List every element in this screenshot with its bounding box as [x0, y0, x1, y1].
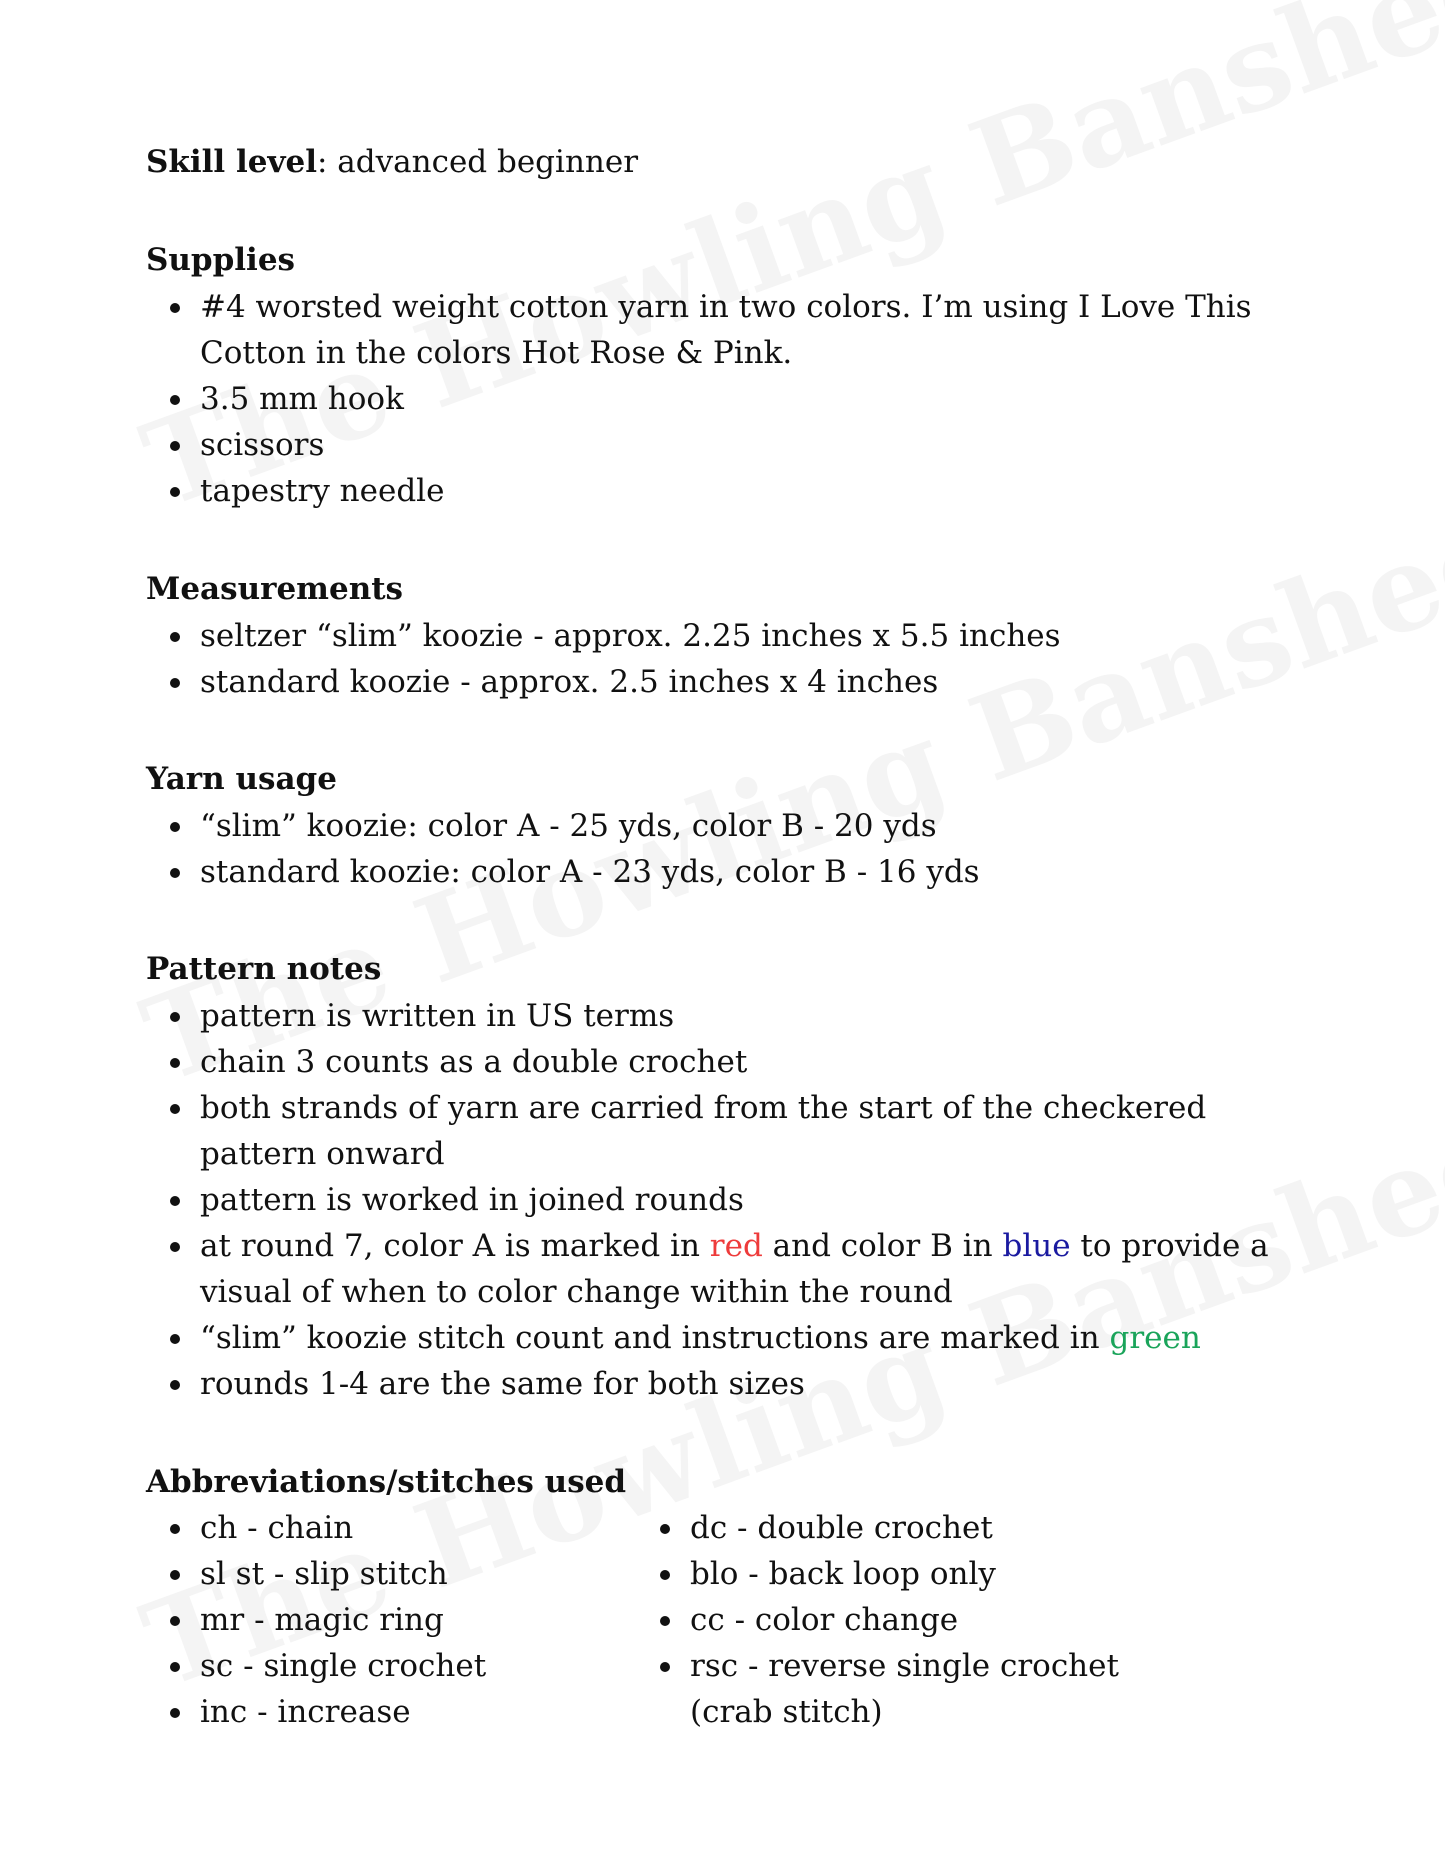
pattern-note: chain 3 counts as a double crochet	[200, 1044, 748, 1080]
abbreviation-item: blo - back loop only	[690, 1556, 996, 1592]
abbreviation-item: cc - color change	[690, 1602, 959, 1638]
skill-level	[146, 142, 638, 182]
pattern-note: rounds 1-4 are the same for both sizes	[200, 1366, 805, 1402]
supplies-item: 3.5 mm hook	[200, 381, 404, 417]
supplies-item: #4 worsted weight cotton yarn in two colors. I’m using I Love This	[200, 289, 1252, 325]
note-text: at round 7, color A is marked in	[200, 1228, 710, 1264]
abbreviation-item: sc - single crochet	[200, 1648, 487, 1684]
abbreviation-item-continued: (crab stitch)	[690, 1694, 883, 1730]
yarn-usage-item: “slim” koozie: color A - 25 yds, color B - 20 yds	[200, 808, 937, 844]
supplies-item: tapestry needle	[200, 473, 445, 509]
pattern-notes-heading: Pattern notes	[146, 951, 382, 987]
yarn-usage-heading: Yarn usage	[146, 761, 337, 797]
pattern-note-slim	[200, 1318, 1201, 1358]
abbreviations-heading: Abbreviations/stitches used	[146, 1464, 627, 1500]
abbreviation-item: rsc - reverse single crochet	[690, 1648, 1119, 1684]
measurements-heading: Measurements	[146, 571, 404, 607]
abbreviation-item: sl st - slip stitch	[200, 1556, 448, 1592]
color-b-blue-word: blue	[1002, 1228, 1071, 1264]
note-text: “slim” koozie stitch count and instructions are marked in	[200, 1320, 1110, 1356]
yarn-usage-item: standard koozie: color A - 23 yds, color B - 16 yds	[200, 854, 980, 890]
note-text: and color B in	[762, 1228, 1003, 1264]
color-a-red-word: red	[709, 1228, 763, 1264]
skill-level-value: : advanced beginner	[317, 144, 639, 180]
supplies-heading: Supplies	[146, 242, 296, 278]
measurements-item: standard koozie - approx. 2.5 inches x 4 inches	[200, 664, 939, 700]
abbreviation-item: dc - double crochet	[690, 1510, 993, 1546]
pattern-note-colors	[200, 1226, 1269, 1266]
note-text: to provide a	[1070, 1228, 1269, 1264]
slim-green-word: green	[1109, 1320, 1201, 1356]
abbreviation-item: mr - magic ring	[200, 1602, 444, 1638]
pattern-note: pattern is worked in joined rounds	[200, 1182, 744, 1218]
supplies-item: scissors	[200, 427, 325, 463]
pattern-note: both strands of yarn are carried from the start of the checkered	[200, 1090, 1207, 1126]
pattern-note-continued: pattern onward	[200, 1136, 445, 1172]
pattern-note: pattern is written in US terms	[200, 998, 675, 1034]
skill-level-label: Skill level	[146, 144, 317, 180]
measurements-item: seltzer “slim” koozie - approx. 2.25 inches x 5.5 inches	[200, 618, 1061, 654]
supplies-item-continued: Cotton in the colors Hot Rose & Pink.	[200, 335, 793, 371]
abbreviation-item: inc - increase	[200, 1694, 411, 1730]
pattern-note-continued: visual of when to color change within the round	[200, 1274, 953, 1310]
abbreviation-item: ch - chain	[200, 1510, 354, 1546]
